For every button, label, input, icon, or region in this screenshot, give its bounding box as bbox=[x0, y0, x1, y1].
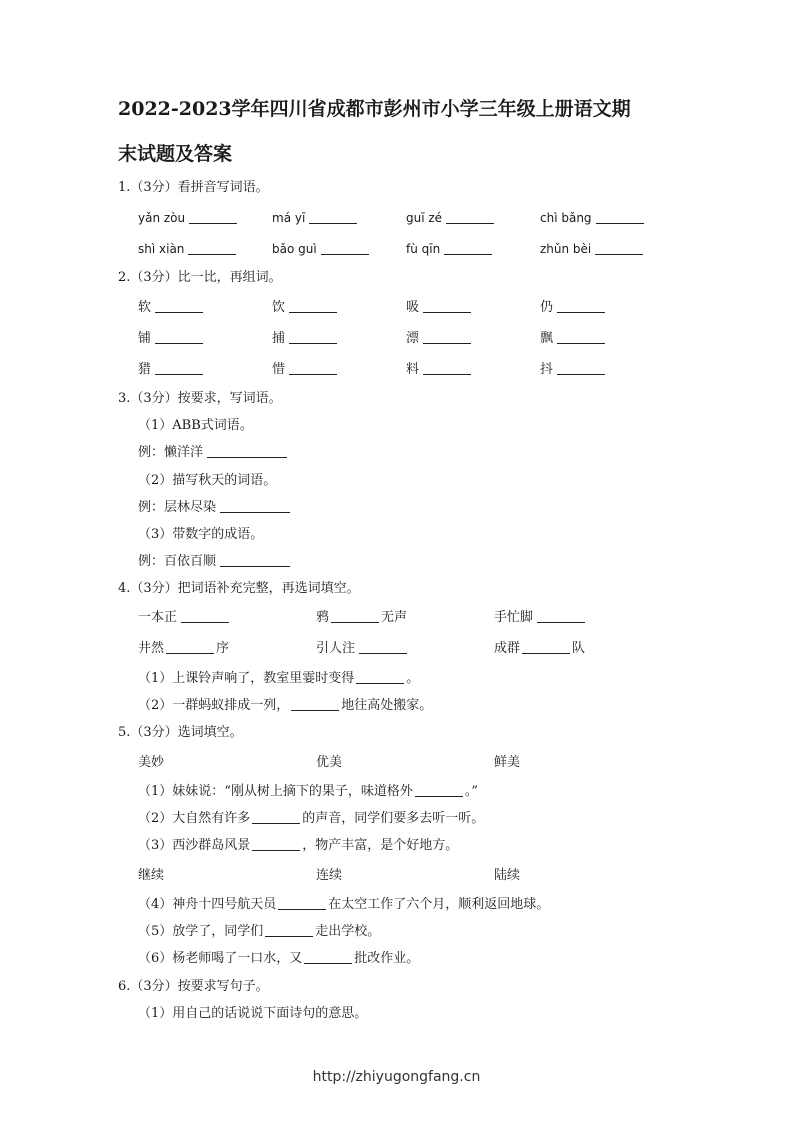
character-item: 惜 bbox=[272, 358, 337, 382]
question-2-heading: 2.（3分）比一比，再组词。 bbox=[118, 270, 282, 285]
answer-blank[interactable] bbox=[220, 551, 290, 567]
question-2 bbox=[0, 266, 793, 290]
question-4-row-2: 井然 序 引人注 成群 队 bbox=[0, 637, 793, 661]
character-item: 仍 bbox=[540, 296, 605, 320]
question-5-word-bank-1 bbox=[0, 751, 793, 775]
question-5-sentence-4: （4）神舟十四号航天员 在太空工作了六个月，顺利返回地球。 bbox=[0, 893, 793, 917]
answer-blank[interactable] bbox=[166, 638, 214, 654]
character-item: 料 bbox=[406, 358, 471, 382]
answer-blank[interactable] bbox=[537, 607, 585, 623]
question-4-sentence-1: （1）上课铃声响了，教室里霎时变得 。 bbox=[0, 667, 793, 691]
question-6-heading: 6.（3分）按要求写句子。 bbox=[118, 979, 269, 994]
pinyin-item: má yī bbox=[272, 206, 357, 230]
character-item: 铺 bbox=[138, 327, 203, 351]
question-5-sentence-1: （1）妹妹说：“刚从树上摘下的果子，味道格外 。” bbox=[0, 780, 793, 804]
question-2-row-3 bbox=[0, 358, 793, 382]
answer-blank[interactable] bbox=[181, 607, 229, 623]
answer-blank[interactable] bbox=[304, 948, 352, 964]
answer-blank[interactable] bbox=[265, 921, 313, 937]
question-5-sentence-5: （5）放学了，同学们 走出学校。 bbox=[0, 920, 793, 944]
question-3-example-2: 例：层林尽染 bbox=[0, 496, 793, 520]
question-1-heading: 1.（3分）看拼音写词语。 bbox=[118, 180, 269, 195]
answer-blank[interactable] bbox=[155, 297, 203, 313]
footer-url: http://zhiyugongfang.cn bbox=[312, 1069, 481, 1085]
character-item: 饮 bbox=[272, 296, 337, 320]
question-1-row-1 bbox=[0, 206, 793, 230]
pinyin-item: guī zé bbox=[406, 206, 494, 230]
answer-blank[interactable] bbox=[289, 328, 337, 344]
answer-blank[interactable] bbox=[188, 239, 236, 255]
question-5 bbox=[0, 721, 793, 745]
answer-blank[interactable] bbox=[557, 359, 605, 375]
answer-blank[interactable] bbox=[359, 638, 407, 654]
character-item: 抖 bbox=[540, 358, 605, 382]
question-6 bbox=[0, 975, 793, 999]
answer-blank[interactable] bbox=[252, 835, 300, 851]
answer-blank[interactable] bbox=[522, 638, 570, 654]
answer-blank[interactable] bbox=[289, 359, 337, 375]
question-3-heading: 3.（3分）按要求，写词语。 bbox=[118, 391, 282, 406]
question-5-sentence-2: （2）大自然有许多 的声音，同学们要多去听一听。 bbox=[0, 807, 793, 831]
answer-blank[interactable] bbox=[155, 359, 203, 375]
character-item: 吸 bbox=[406, 296, 471, 320]
word-option: 继续 bbox=[138, 868, 165, 883]
word-option: 鲜美 bbox=[494, 755, 521, 770]
question-3-example-1: 例：懒洋洋 bbox=[0, 441, 793, 465]
character-item: 软 bbox=[138, 296, 203, 320]
question-1 bbox=[0, 176, 793, 200]
answer-blank[interactable] bbox=[423, 328, 471, 344]
pinyin-item: yǎn zòu bbox=[138, 206, 237, 230]
pinyin-item: fù qīn bbox=[406, 237, 492, 261]
character-item: 猎 bbox=[138, 358, 203, 382]
answer-blank[interactable] bbox=[189, 208, 237, 224]
page-title-line2: 末试题及答案 bbox=[118, 143, 233, 165]
answer-blank[interactable] bbox=[155, 328, 203, 344]
pinyin-item: chì bǎng bbox=[540, 206, 644, 230]
answer-blank[interactable] bbox=[331, 607, 379, 623]
answer-blank[interactable] bbox=[423, 359, 471, 375]
answer-blank[interactable] bbox=[415, 781, 463, 797]
answer-blank[interactable] bbox=[278, 894, 326, 910]
answer-blank[interactable] bbox=[557, 297, 605, 313]
answer-blank[interactable] bbox=[356, 668, 404, 684]
question-5-sentence-6: （6）杨老师喝了一口水，又 批改作业。 bbox=[0, 947, 793, 971]
answer-blank[interactable] bbox=[595, 239, 643, 255]
word-option: 连续 bbox=[316, 868, 343, 883]
question-5-heading: 5.（3分）选词填空。 bbox=[118, 725, 243, 740]
answer-blank[interactable] bbox=[557, 328, 605, 344]
question-3-example-3: 例：百依百顺 bbox=[0, 550, 793, 574]
question-1-row-2 bbox=[0, 237, 793, 261]
question-2-row-1 bbox=[0, 296, 793, 320]
answer-blank[interactable] bbox=[321, 239, 369, 255]
word-option: 美妙 bbox=[138, 755, 165, 770]
question-5-word-bank-2 bbox=[0, 864, 793, 888]
character-item: 捕 bbox=[272, 327, 337, 351]
pinyin-item: zhǔn bèi bbox=[540, 237, 643, 261]
answer-blank[interactable] bbox=[309, 208, 357, 224]
question-4-row-1: 一本正 鸦 无声 手忙脚 bbox=[0, 606, 793, 630]
pinyin-item: shì xiàn bbox=[138, 237, 236, 261]
question-2-row-2 bbox=[0, 327, 793, 351]
answer-blank[interactable] bbox=[423, 297, 471, 313]
question-4 bbox=[0, 577, 793, 601]
answer-blank[interactable] bbox=[289, 297, 337, 313]
question-3-sub-3: （3）带数字的成语。 bbox=[138, 527, 264, 542]
answer-blank[interactable] bbox=[596, 208, 644, 224]
question-3-sub-2: （2）描写秋天的词语。 bbox=[138, 473, 277, 488]
character-item: 漂 bbox=[406, 327, 471, 351]
question-4-sentence-2: （2）一群蚂蚁排成一列， 地往高处搬家。 bbox=[0, 694, 793, 718]
question-5-sentence-3: （3）西沙群岛风景 ，物产丰富，是个好地方。 bbox=[0, 834, 793, 858]
answer-blank[interactable] bbox=[252, 808, 300, 824]
word-option: 优美 bbox=[316, 755, 343, 770]
question-4-heading: 4.（3分）把词语补充完整，再选词填空。 bbox=[118, 581, 360, 596]
answer-blank[interactable] bbox=[444, 239, 492, 255]
word-option: 陆续 bbox=[494, 868, 521, 883]
answer-blank[interactable] bbox=[291, 695, 339, 711]
pinyin-item: bǎo guì bbox=[272, 237, 369, 261]
answer-blank[interactable] bbox=[207, 442, 287, 458]
question-3 bbox=[0, 387, 793, 411]
question-6-sub-1: （1）用自己的话说说下面诗句的意思。 bbox=[138, 1006, 368, 1021]
answer-blank[interactable] bbox=[446, 208, 494, 224]
answer-blank[interactable] bbox=[220, 497, 290, 513]
character-item: 飘 bbox=[540, 327, 605, 351]
question-3-sub-1: （1）ABB式词语。 bbox=[138, 418, 253, 433]
page-title-line1: 2022-2023学年四川省成都市彭州市小学三年级上册语文期 bbox=[118, 98, 631, 120]
